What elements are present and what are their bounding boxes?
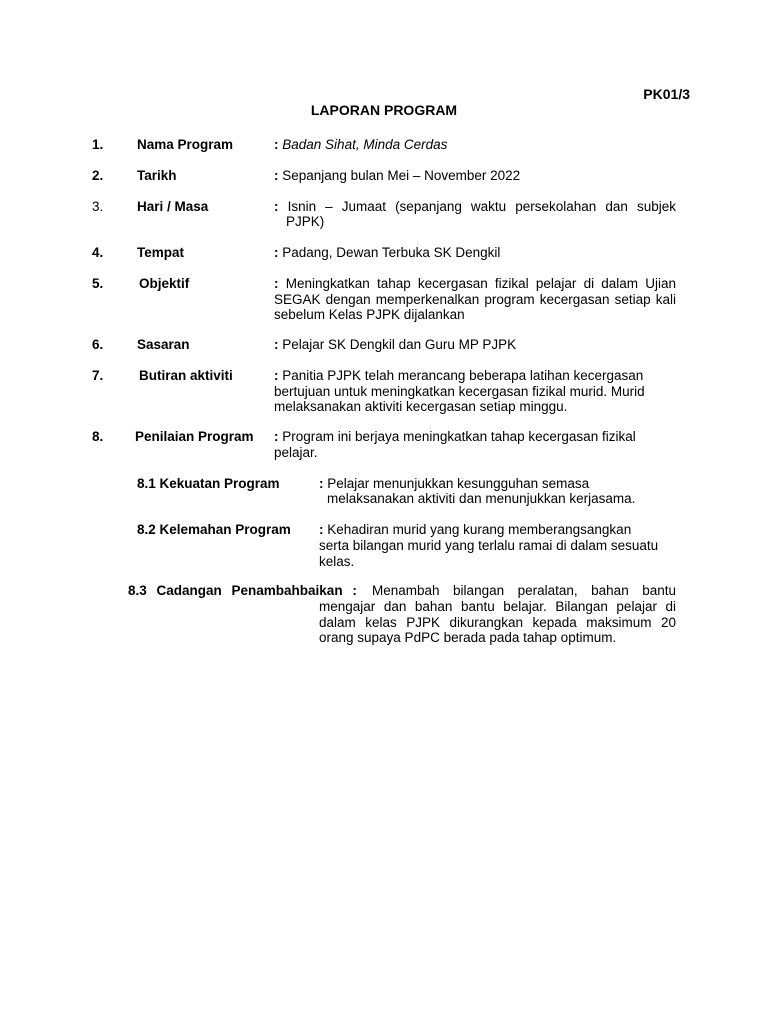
subitem-8-1-colon: :: [319, 476, 324, 491]
item-2-text: Sepanjang bulan Mei – November 2022: [282, 168, 521, 183]
item-7-value: [274, 368, 670, 415]
item-7-number: 7.: [92, 368, 104, 383]
item-4-label: Tempat: [137, 245, 185, 260]
subitem-8-1-label: 8.1 Kekuatan Program: [137, 476, 280, 491]
item-2-value: [274, 168, 676, 184]
subitem-8-2-colon: :: [319, 522, 324, 537]
subitem-8-3-label: 8.3 Cadangan Penambahbaikan :: [128, 583, 357, 598]
item-6-label: Sasaran: [137, 337, 190, 352]
item-1-colon: :: [274, 137, 279, 152]
item-5-colon: :: [274, 276, 279, 291]
item-4-colon: :: [274, 245, 279, 260]
item-4-text: Padang, Dewan Terbuka SK Dengkil: [282, 245, 501, 260]
item-6-text: Pelajar SK Dengkil dan Guru MP PJPK: [282, 337, 517, 352]
item-8-text: Program ini berjaya meningkatkan tahap kecergasan fizikal pelajar.: [274, 429, 636, 460]
subitem-8-1-text-line1: Pelajar menunjukkan kesungguhan semasa: [327, 476, 590, 491]
subitem-8-2-text-line3: kelas.: [319, 554, 355, 569]
item-8-value: [274, 429, 666, 460]
item-2-colon: :: [274, 168, 279, 183]
item-5-number: 5.: [92, 276, 104, 291]
subitem-8-2-label: 8.2 Kelemahan Program: [137, 522, 291, 537]
item-8-label: Penilaian Program: [135, 429, 254, 444]
item-1-text: Badan Sihat, Minda Cerdas: [282, 137, 448, 152]
item-8-colon: :: [274, 429, 279, 444]
item-5-text: Meningkatkan tahap kecergasan fizikal pelajar di dalam Ujian SEGAK dengan memperkenalkan program kecergasan setiap kali sebelum Kelas PJPK dijalankan: [274, 276, 676, 322]
document-title: LAPORAN PROGRAM: [310, 102, 458, 118]
document-code: PK01/3: [643, 86, 690, 102]
subitem-8-2-value: [319, 522, 679, 538]
item-8-number: 8.: [92, 429, 104, 444]
item-6-colon: :: [274, 337, 279, 352]
item-4-value: [274, 245, 676, 261]
item-3-value: [274, 199, 676, 215]
item-7-colon: :: [274, 368, 279, 383]
item-6-value: [274, 337, 676, 353]
item-3-text-line2: PJPK): [286, 214, 325, 229]
item-5-label: Objektif: [139, 276, 190, 291]
item-7-text: Panitia PJPK telah merancang beberapa latihan kecergasan bertujuan untuk meningkatkan kecergasan fizikal murid. Murid melaksanakan aktiviti kecergasan setiap minggu.: [274, 368, 645, 414]
item-1-label: Nama Program: [137, 137, 234, 152]
subitem-8-3-text-first: Menambah bilangan peralatan, bahan bantu: [372, 583, 676, 598]
item-4-number: 4.: [92, 245, 104, 260]
subitem-8-1-text-line2: melaksanakan aktiviti dan menunjukkan kerjasama.: [327, 491, 636, 506]
item-1-value: [274, 137, 676, 153]
item-3-label: Hari / Masa: [137, 199, 209, 214]
item-7-label: Butiran aktiviti: [139, 368, 233, 383]
item-6-number: 6.: [92, 337, 104, 352]
item-2-number: 2.: [92, 168, 104, 183]
item-2-label: Tarikh: [137, 168, 177, 183]
item-3-number: 3.: [92, 199, 104, 214]
item-3-colon: :: [274, 199, 279, 214]
subitem-8-2-text-line1: Kehadiran murid yang kurang memberangsangkan: [327, 522, 632, 537]
subitem-8-2-text-line2: serta bilangan murid yang terlalu ramai di dalam sesuatu: [319, 538, 659, 553]
subitem-8-3-text-rest: mengajar dan bahan bantu belajar. Bilangan pelajar di dalam kelas PJPK dikurangkan kepada maksimum 20 orang supaya PdPC berada pada tahap optimum.: [319, 599, 676, 645]
item-3-text-line1: Isnin – Jumaat (sepanjang waktu persekolahan dan subjek: [287, 199, 676, 214]
subitem-8-1-value: [319, 476, 679, 492]
item-1-number: 1.: [92, 137, 104, 152]
item-5-value: [274, 276, 676, 323]
